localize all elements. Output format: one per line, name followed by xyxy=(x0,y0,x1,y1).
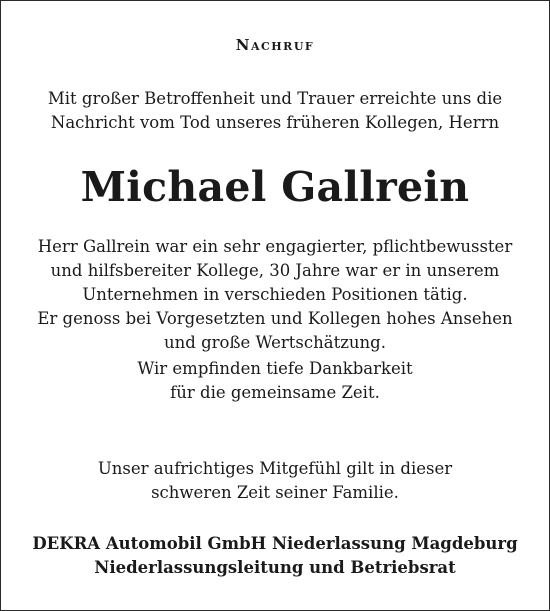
gratitude-line: Wir empfinden tiefe Dankbarkeit xyxy=(137,359,413,378)
intro-line: Nachricht vom Tod unseres früheren Kollegen, Herrn xyxy=(50,113,500,132)
tribute-paragraph xyxy=(9,235,541,355)
signature-department: Niederlassungsleitung und Betriebsrat xyxy=(94,558,456,577)
gratitude-line: für die gemeinsame Zeit. xyxy=(170,383,380,402)
tribute-line: Unternehmen in verschieden Positionen tätig. xyxy=(82,285,468,304)
intro-line: Mit großer Betroffenheit und Trauer erreichte uns die xyxy=(47,89,503,108)
tribute-line: und hilfsbereiter Kollege, 30 Jahre war er in unserem xyxy=(50,261,500,280)
tribute-line: und große Wertschätzung. xyxy=(164,333,386,352)
sympathy-line: schweren Zeit seiner Familie. xyxy=(151,483,399,502)
gratitude-paragraph xyxy=(9,357,541,405)
sympathy-line: Unser aufrichtiges Mitgefühl gilt in dieser xyxy=(97,459,453,478)
sympathy-paragraph xyxy=(9,457,541,505)
signature-block xyxy=(5,532,545,580)
deceased-name: Michael Gallrein xyxy=(80,163,470,211)
tribute-line: Herr Gallrein war ein sehr engagierter, pflichtbewusster xyxy=(37,237,513,256)
tribute-line: Er genoss bei Vorgesetzten und Kollegen hohes Ansehen xyxy=(37,309,513,328)
notice-heading: Nachruf xyxy=(235,36,315,54)
intro-paragraph xyxy=(9,87,541,135)
signature-company: DEKRA Automobil GmbH Niederlassung Magdeburg xyxy=(32,534,518,553)
